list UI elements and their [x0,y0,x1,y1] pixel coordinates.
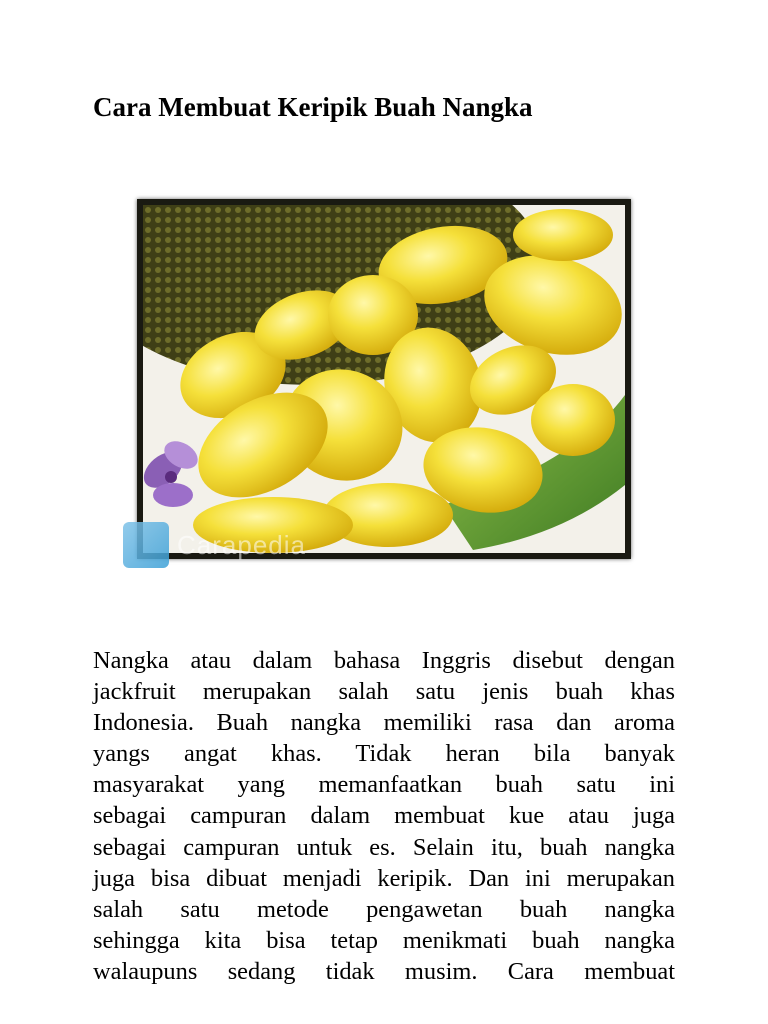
paragraph-line: Nangka atau dalam bahasa Inggris disebut dengan [93,647,675,674]
paragraph-line: salah satu metode pengawetan buah nangka [93,895,675,923]
paragraph-line: sehingga kita bisa tetap menikmati buah nangka [93,926,675,954]
paragraph-line: masyarakat yang memanfaatkan buah satu ini [93,771,675,799]
paragraph-line: walaupuns sedang tidak musim. Cara membuat [93,957,675,985]
paragraph-line: sebagai campuran untuk es. Selain itu, buah nangka [93,833,675,861]
watermark-text: Carapedia [177,530,306,560]
jackfruit-photo [137,199,631,559]
carapedia-logo-icon [123,522,169,568]
body-paragraph [93,645,675,987]
paragraph-line: juga bisa dibuat menjadi keripik. Dan ini merupakan [93,864,675,892]
watermark [123,522,323,570]
paragraph-line: yangs angat khas. Tidak heran bila banyak [93,740,675,768]
paragraph-line: jackfruit merupakan salah satu jenis buah khas [93,678,675,706]
jackfruit-illustration [143,205,625,553]
page-title: Cara Membuat Keripik Buah Nangka [93,92,533,122]
paragraph-line: sebagai campuran dalam membuat kue atau juga [93,802,675,830]
paragraph-line: Indonesia. Buah nangka memiliki rasa dan aroma [93,709,675,737]
